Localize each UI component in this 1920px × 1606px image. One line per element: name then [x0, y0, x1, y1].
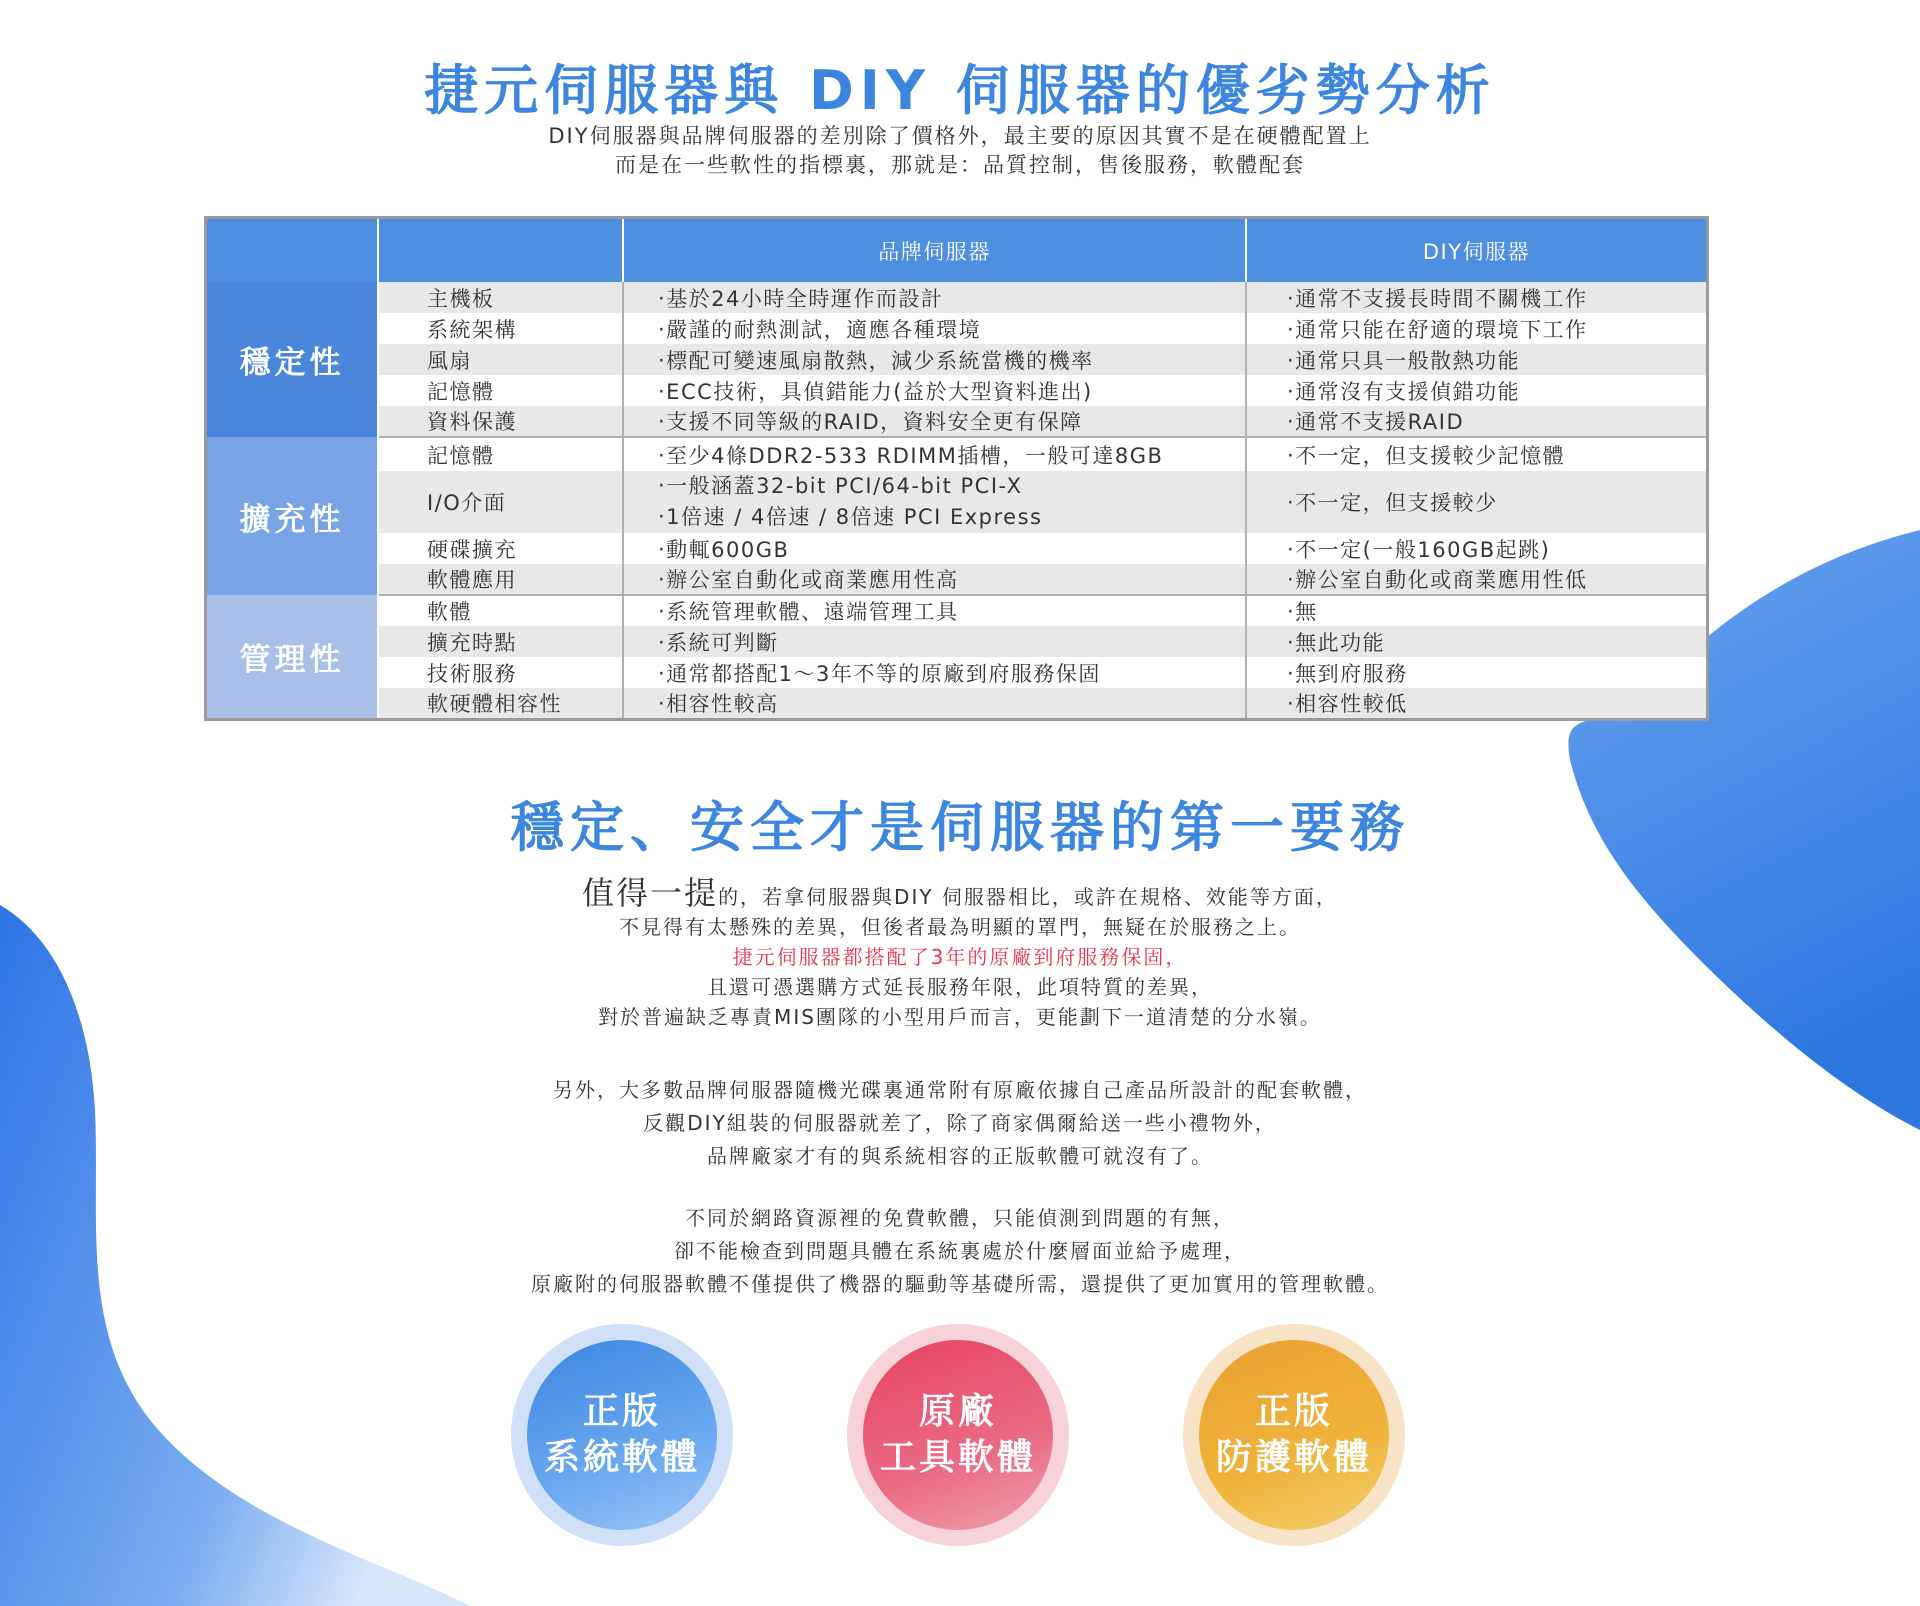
badge-line-1: 正版	[1254, 1391, 1333, 1432]
table-row	[206, 657, 1708, 688]
badge-genuine-system-software	[511, 1324, 733, 1546]
badge-circle	[1199, 1340, 1389, 1530]
row-item: 主機板	[378, 282, 623, 313]
table-header-cell	[206, 218, 379, 283]
badge-line-2: 工具軟體	[879, 1437, 1036, 1478]
badge-circle	[863, 1340, 1053, 1530]
table-header-cell	[378, 218, 623, 283]
row-item: 風扇	[378, 344, 623, 375]
row-item: 軟體	[378, 595, 623, 626]
row-brand: ‧相容性較高	[623, 688, 1246, 720]
row-diy: ‧無此功能	[1246, 626, 1708, 657]
row-diy: ‧相容性較低	[1246, 688, 1708, 720]
row-diy: ‧辦公室自動化或商業應用性低	[1246, 564, 1708, 595]
row-brand: ‧系統管理軟體、遠端管理工具	[623, 595, 1246, 626]
row-item: I/O介面	[378, 471, 623, 533]
section-title: 穩定、安全才是伺服器的第一要務	[510, 796, 1410, 859]
table-row	[206, 437, 1708, 471]
row-item: 資料保護	[378, 406, 623, 437]
row-diy: ‧通常沒有支援偵錯功能	[1246, 375, 1708, 406]
page-title: 捷元伺服器與 DIY 伺服器的優劣勢分析	[424, 59, 1496, 122]
row-diy: ‧不一定，但支援較少	[1246, 471, 1708, 533]
row-item: 系統架構	[378, 313, 623, 344]
table-row	[206, 375, 1708, 406]
row-item: 技術服務	[378, 657, 623, 688]
brand-line: ‧1倍速 / 4倍速 / 8倍速 PCI Express	[658, 505, 1043, 529]
badge-line-2: 防護軟體	[1215, 1437, 1372, 1478]
table-body	[206, 282, 1708, 720]
row-diy: ‧無到府服務	[1246, 657, 1708, 688]
row-brand: ‧支援不同等級的RAID，資料安全更有保障	[623, 406, 1246, 437]
lead-text: 的，若拿伺服器與DIY 伺服器相比，或許在規格、效能等方面，	[718, 885, 1338, 909]
row-item: 軟硬體相容性	[378, 688, 623, 720]
badge-line-1: 原廠	[918, 1391, 997, 1432]
subtitle-line: 而是在一些軟性的指標裏，那就是：品質控制，售後服務，軟體配套	[615, 153, 1305, 177]
category-expandability: 擴充性	[206, 437, 379, 595]
paragraph-line: 對於普遍缺乏專責MIS團隊的小型用戶而言，更能劃下一道清楚的分水嶺。	[598, 1005, 1322, 1029]
table-header-diy: DIY伺服器	[1246, 218, 1708, 283]
row-diy: ‧通常不支援RAID	[1246, 406, 1708, 437]
row-diy: ‧不一定(一般160GB起跳)	[1246, 533, 1708, 564]
row-brand: ‧通常都搭配1～3年不等的原廠到府服務保固	[623, 657, 1246, 688]
section-paragraph-1	[0, 874, 1920, 1032]
comparison-table	[204, 216, 1709, 721]
row-diy: ‧通常只具一般散熱功能	[1246, 344, 1708, 375]
table-row	[206, 595, 1708, 626]
paragraph-line: 不見得有太懸殊的差異，但後者最為明顯的罩門，無疑在於服務之上。	[619, 915, 1301, 939]
row-brand: ‧至少4條DDR2-533 RDIMM插槽，一般可達8GB	[623, 437, 1246, 471]
lead-line	[0, 874, 1920, 912]
table-row	[206, 688, 1708, 720]
table-row	[206, 564, 1708, 595]
table-row	[206, 471, 1708, 533]
brand-line: ‧一般涵蓋32-bit PCI/64-bit PCI-X	[658, 474, 1023, 498]
row-brand: ‧嚴謹的耐熱測試，適應各種環境	[623, 313, 1246, 344]
badge-original-tool-software	[847, 1324, 1069, 1546]
table-row	[206, 313, 1708, 344]
paragraph-line: 反觀DIY組裝的伺服器就差了，除了商家偶爾給送一些小禮物外，	[643, 1111, 1277, 1135]
row-item: 擴充時點	[378, 626, 623, 657]
table-row	[206, 344, 1708, 375]
row-brand: ‧基於24小時全時運作而設計	[623, 282, 1246, 313]
table-row	[206, 282, 1708, 313]
paragraph-line: 且還可憑選購方式延長服務年限，此項特質的差異，	[707, 975, 1213, 999]
paragraph-line: 不同於網路資源裡的免費軟體，只能偵測到問題的有無，	[685, 1206, 1235, 1230]
lead-emphasis: 值得一提	[582, 874, 719, 912]
row-item: 硬碟擴充	[378, 533, 623, 564]
row-diy: ‧無	[1246, 595, 1708, 626]
section-paragraph-3	[0, 1202, 1920, 1301]
row-brand	[623, 471, 1246, 533]
category-manageability: 管理性	[206, 595, 379, 720]
row-item: 記憶體	[378, 437, 623, 471]
highlight-line: 捷元伺服器都搭配了3年的原廠到府服務保固，	[732, 945, 1188, 969]
row-brand: ‧辦公室自動化或商業應用性高	[623, 564, 1246, 595]
row-diy: ‧通常只能在舒適的環境下工作	[1246, 313, 1708, 344]
paragraph-line: 品牌廠家才有的與系統相容的正版軟體可就沒有了。	[707, 1144, 1213, 1168]
table-row	[206, 533, 1708, 564]
table-header-brand: 品牌伺服器	[623, 218, 1246, 283]
row-diy: ‧不一定，但支援較少記憶體	[1246, 437, 1708, 471]
row-brand: ‧ECC技術，具偵錯能力(益於大型資料進出)	[623, 375, 1246, 406]
row-brand: ‧標配可變速風扇散熱，減少系統當機的機率	[623, 344, 1246, 375]
subtitle-line: DIY伺服器與品牌伺服器的差別除了價格外，最主要的原因其實不是在硬體配置上	[548, 124, 1372, 148]
row-diy: ‧通常不支援長時間不關機工作	[1246, 282, 1708, 313]
row-item: 軟體應用	[378, 564, 623, 595]
row-brand: ‧系統可判斷	[623, 626, 1246, 657]
badge-genuine-protection-software	[1183, 1324, 1405, 1546]
paragraph-line: 另外，大多數品牌伺服器隨機光碟裏通常附有原廠依據自己產品所設計的配套軟體，	[553, 1078, 1367, 1102]
paragraph-line: 卻不能檢查到問題具體在系統裏處於什麼層面並給予處理，	[674, 1239, 1246, 1263]
paragraph-line: 原廠附的伺服器軟體不僅提供了機器的驅動等基礎所需，還提供了更加實用的管理軟體。	[531, 1272, 1389, 1296]
badge-line-2: 系統軟體	[543, 1437, 700, 1478]
row-brand: ‧動輒600GB	[623, 533, 1246, 564]
category-stability: 穩定性	[206, 282, 379, 437]
table-row	[206, 626, 1708, 657]
page-subtitle	[0, 122, 1920, 180]
section-paragraph-2	[0, 1074, 1920, 1173]
badge-line-1: 正版	[582, 1391, 661, 1432]
badge-circle	[527, 1340, 717, 1530]
table-row	[206, 406, 1708, 437]
row-item: 記憶體	[378, 375, 623, 406]
